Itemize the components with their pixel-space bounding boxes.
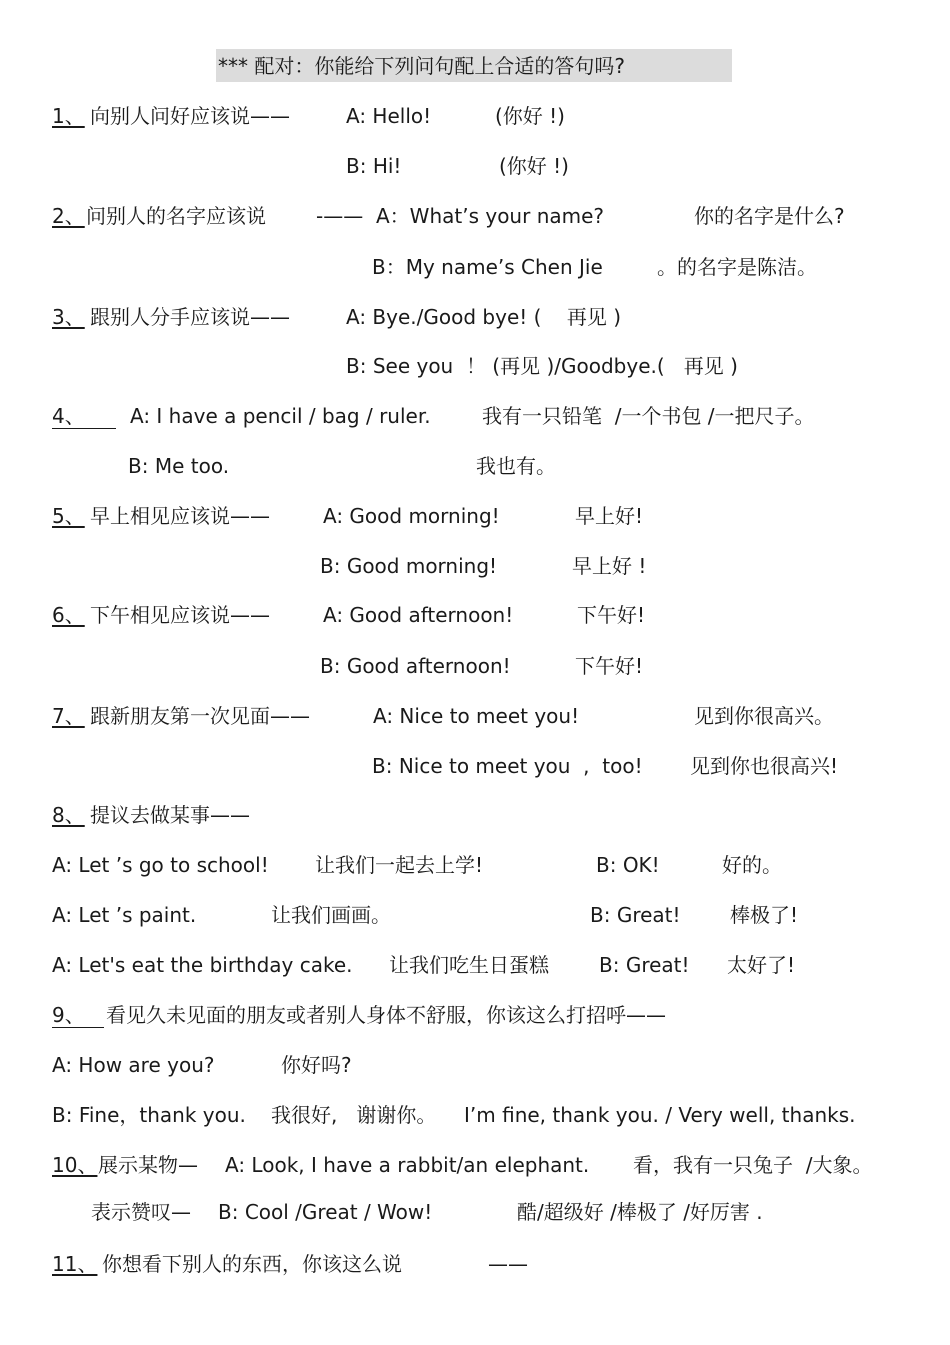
item-1-prompt: 向别人问好应该说——: [90, 104, 290, 128]
item-9-b-extra: I’m fine, thank you. / Very well, thanks.: [464, 1103, 856, 1127]
item-7-b: B: Nice to meet you , too!: [372, 754, 643, 778]
item-5-a: A: Good morning!: [323, 504, 500, 528]
item-5-b: B: Good morning!: [320, 554, 498, 578]
item-6-number: 6、: [52, 603, 85, 627]
item-5-number: 5、: [52, 504, 85, 528]
item-4-a-cn: 我有一只铅笔 /一个书包 /一把尺子。: [482, 404, 815, 428]
item-8-row-2-b: B: Great!: [590, 903, 681, 927]
item-8-row-3-a: A: Let's eat the birthday cake.: [52, 953, 353, 977]
item-5-b-cn: 早上好 !: [572, 554, 647, 578]
item-2-b: B：My name’s Chen Jie: [372, 255, 603, 279]
item-5-prompt: 早上相见应该说——: [90, 504, 270, 528]
item-8-row-2-b-cn: 棒极了!: [730, 903, 799, 927]
item-9-b-cn: 我很好, 谢谢你。: [271, 1103, 437, 1127]
item-9-a-cn: 你好吗?: [281, 1053, 352, 1077]
item-6-a: A: Good afternoon!: [323, 603, 514, 627]
item-3-b: B: See you ！ (再见 )/Goodbye.( 再见 ): [346, 354, 738, 378]
item-3-prompt: 跟别人分手应该说——: [90, 305, 290, 329]
item-7-number: 7、: [52, 704, 85, 728]
item-1-a: A: Hello!: [346, 104, 432, 128]
item-8-row-2-a-cn: 让我们画画。: [271, 903, 391, 927]
item-1-b: B: Hi!: [346, 154, 402, 178]
item-8-row-2-a: A: Let ’s paint.: [52, 903, 197, 927]
item-8-row-1-a-cn: 让我们一起去上学!: [315, 853, 484, 877]
item-2-dash: -——: [316, 204, 364, 228]
item-10-b: B: Cool /Great / Wow!: [218, 1200, 433, 1224]
item-7-a-cn: 见到你很高兴。: [694, 704, 834, 728]
item-8-number: 8、: [52, 803, 85, 827]
item-8-row-1-a: A: Let ’s go to school!: [52, 853, 269, 877]
item-11-dash: ——: [488, 1252, 528, 1276]
item-2-a: A：What’s your name?: [376, 204, 605, 228]
item-6-b: B: Good afternoon!: [320, 654, 511, 678]
item-7-b-cn: 见到你也很高兴!: [690, 754, 839, 778]
item-9-a: A: How are you?: [52, 1053, 215, 1077]
item-9-b: B: Fine，thank you.: [52, 1103, 246, 1127]
item-7-prompt: 跟新朋友第一次见面——: [90, 704, 310, 728]
item-4-b-cn: 我也有。: [476, 454, 556, 478]
item-10-b-cn: 酷/超级好 /棒极了 /好厉害 .: [517, 1200, 763, 1224]
item-10-a: A: Look, I have a rabbit/an elephant.: [225, 1153, 590, 1177]
item-10-prompt: 展示某物—: [98, 1153, 198, 1177]
item-8-row-1-b: B: OK!: [596, 853, 660, 877]
item-10-prompt-2: 表示赞叹—: [91, 1200, 191, 1224]
item-6-b-cn: 下午好!: [575, 654, 644, 678]
item-9-prompt: 看见久未见面的朋友或者别人身体不舒服，你该这么打招呼——: [106, 1003, 666, 1027]
item-3-a: A: Bye./Good bye! ( 再见 ): [346, 305, 622, 329]
item-9-number: 9、: [52, 1003, 85, 1027]
item-10-a-cn: 看，我有一只兔子 /大象。: [633, 1153, 873, 1177]
item-3-number: 3、: [52, 305, 85, 329]
item-4-a: A: I have a pencil / bag / ruler.: [130, 404, 431, 428]
item-1-a-cn: (你好 !): [495, 104, 565, 128]
item-2-b-cn: 。的名字是陈洁。: [657, 255, 817, 279]
item-2-number: 2、: [52, 204, 85, 228]
item-8-row-3-a-cn: 让我们吃生日蛋糕: [389, 953, 549, 977]
item-6-a-cn: 下午好!: [577, 603, 646, 627]
item-9-underline: [52, 1027, 104, 1028]
item-10-number: 10、: [52, 1153, 98, 1177]
page-title: *** 配对：你能给下列问句配上合适的答句吗?: [218, 54, 625, 78]
item-1-number: 1、: [52, 104, 85, 128]
item-8-row-3-b-cn: 太好了!: [727, 953, 796, 977]
item-8-row-3-b: B: Great!: [599, 953, 690, 977]
item-6-prompt: 下午相见应该说——: [90, 603, 270, 627]
item-4-blank: [52, 428, 116, 429]
item-8-row-1-b-cn: 好的。: [722, 853, 782, 877]
item-4-number: 4、: [52, 404, 85, 428]
item-5-a-cn: 早上好!: [575, 504, 644, 528]
item-11-number: 11、: [52, 1252, 98, 1276]
item-8-prompt: 提议去做某事——: [90, 803, 250, 827]
item-7-a: A: Nice to meet you!: [373, 704, 580, 728]
item-2-prompt: 问别人的名字应该说: [86, 204, 266, 228]
item-11-prompt: 你想看下别人的东西，你该这么说: [102, 1252, 402, 1276]
item-4-b: B: Me too.: [128, 454, 230, 478]
item-1-b-cn: (你好 !): [499, 154, 569, 178]
item-2-a-cn: 你的名字是什么?: [694, 204, 845, 228]
